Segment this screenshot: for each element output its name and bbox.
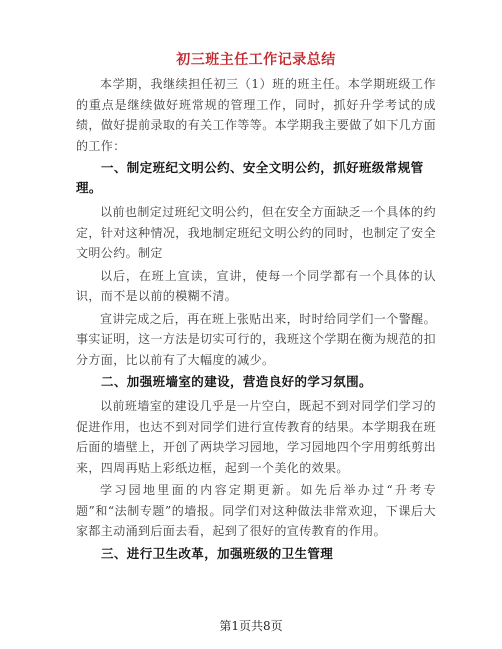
section-heading-2: 二、加强班墙室的建设，营造良好的学习氛围。 [101, 374, 372, 389]
intro-paragraph: 本学期，我继续担任初三（1）班的班主任。本学期班级工作的重点是继续做好班常规的管理工作，同时，抓好升学考试的成绩，做好提前录取的有关工作等等。本学期我主要做了如下几方面的工作： [76, 77, 436, 153]
document-body [76, 74, 436, 564]
body-paragraph: 以前也制定过班纪文明公约，但在安全方面缺乏一个具体的约定，针对这种情况，我地制定班纪文明公约的同时，也制定了安全文明公约。制定 [76, 205, 436, 260]
section-heading-3: 三、进行卫生改革，加强班级的卫生管理 [101, 545, 334, 561]
page-title: 初三班主任工作记录总结 [176, 52, 336, 68]
body-paragraph: 以后，在班上宣读，宣讲，使每一个同学都有一个具体的认识，而不是以前的模糊不清。 [76, 268, 436, 303]
page-number: 第1页共8页 [219, 619, 283, 633]
body-paragraph: 以前班墙室的建设几乎是一片空白，既起不到对同学们学习的促进作用，也达不到对同学们进行宣传教育的结果。本学期我在班后面的墙壁上，开创了两块学习园地，学习园地四个字用剪纸剪出来，四周再贴上彩纸边框，起到一个美化的效果。 [76, 399, 436, 475]
body-paragraph: 宣讲完成之后，再在班上张贴出来，时时给同学们一个警醒。事实证明，这一方法是切实可行的，我班这个学期在衡为规范的扣分方面，比以前有了大幅度的减少。 [76, 311, 436, 367]
body-paragraph: 学习园地里面的内容定期更新。如先后举办过“升考专题”和“法制专题”的墙报。同学们对这种做法非常欢迎，下课后大家都主动涌到后面去看，起到了很好的宣传教育的作用。 [76, 483, 436, 538]
section-heading-1: 一、制定班纪文明公约、安全文明公约，抓好班级常规管理。 [76, 160, 424, 195]
